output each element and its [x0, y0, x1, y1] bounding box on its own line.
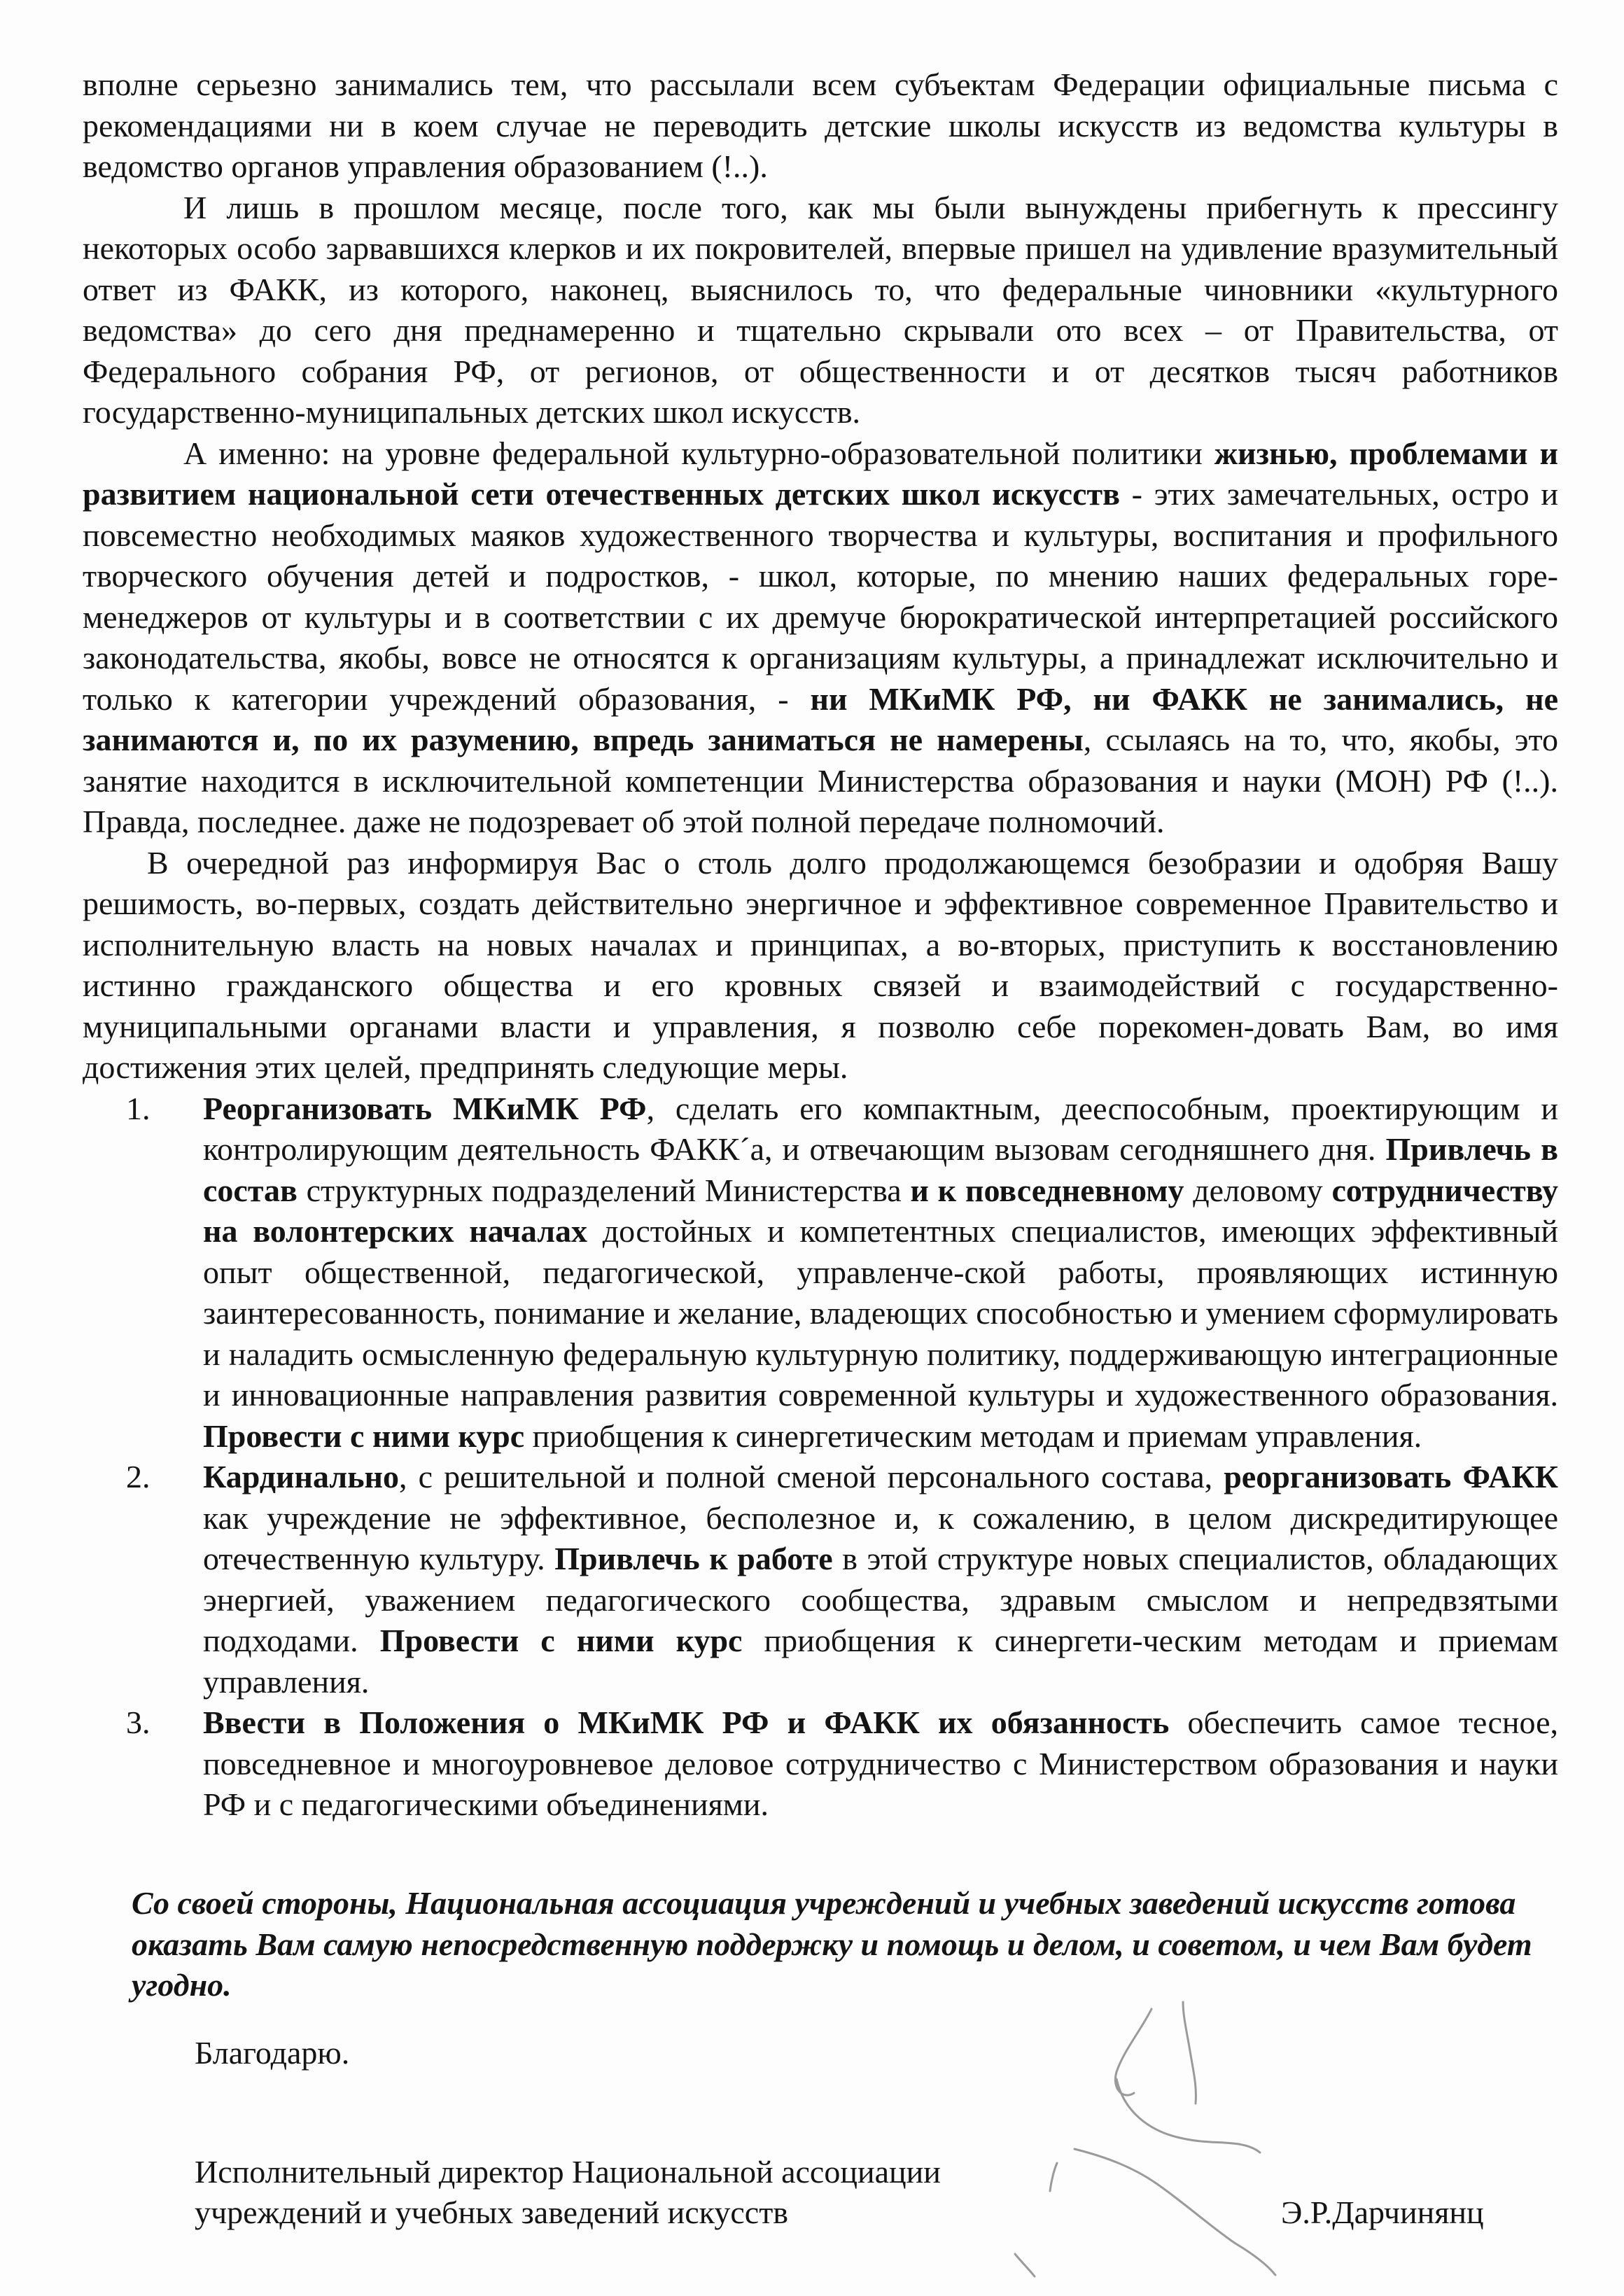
- measure-1-text: , сделать его компактным, дееспособным, проектирующим и контролирующим деятельность ФАКК´а, и отвечающим вызовам сегодняшнего дня.: [203, 1090, 1559, 1167]
- measure-1-bold: Привлечь в состав: [203, 1131, 1558, 1208]
- measure-2-bold: реорганизовать ФАКК: [1224, 1459, 1558, 1494]
- measure-3-text: обеспечить самое тесное, повседневное и многоуровневое деловое сотрудничество с Министерством образования и науки РФ и с педагогическими объединениями.: [203, 1704, 1558, 1822]
- measure-2-bold: Кардинально: [203, 1459, 400, 1494]
- paragraph-federal-response: И лишь в прошлом месяце, после того, как мы были вынуждены прибегнуть к прессингу некоторых особо зарвавшихся клерков и их покровителей, впервые пришел на удивление вразумительный ответ из ФАКК, из которого, наконец, выяснилось то, что федеральные чиновники «культурного ведомства» до сего дня преднамеренно и тщательно скрывали ото всех – от Правительства, от Федерального собрания РФ, от регионов, от общественности и от десятков тысяч работников государственно-муниципальных детских школ искусств.: [83, 189, 1558, 430]
- paragraph-namely-text-1: А именно: на уровне федеральной культурно-образовательной политики: [183, 435, 1214, 471]
- measure-number: 1.: [126, 1090, 150, 1126]
- signatory-name: Э.Р.Дарчинянц: [1281, 2194, 1484, 2230]
- thanks-line: Благодарю.: [195, 2035, 350, 2071]
- paragraph-continuation: вполне серьезно занимались тем, что рассылали всем субъектам Федерации официальные письма с рекомендациями ни в коем случае не переводить детские школы искусств из ведомства культуры в ведомство органов управления образованием (!..).: [83, 66, 1558, 184]
- measure-1-bold: Провести с ними курс: [203, 1418, 525, 1454]
- paragraph-namely-text-2: - этих замечательных, остро и повсеместно необходимых маяков художественного творчества и культуры, воспитания и профильного творческого обучения детей и подростков, - школ, которые, по мнению наших федеральных горе-менеджеров от культуры и в соответствии с их дремуче бюрократической интерпретацией российского законодательства, якобы, вовсе не относятся к организациям культуры, а принадлежат исключительно и только к категории учреждений образования, -: [83, 476, 1559, 717]
- measure-1-text: приобщения к синергетическим методам и приемам управления.: [524, 1418, 1422, 1454]
- measure-2-bold: Провести с ними курс: [379, 1623, 743, 1658]
- measure-item-1: [126, 1088, 1559, 1457]
- handwritten-signature: [973, 1988, 1295, 2282]
- letter-body: [83, 64, 1558, 1826]
- measure-item-2: [126, 1457, 1559, 1702]
- measure-number: 2.: [126, 1459, 150, 1494]
- measure-3-bold: Ввести в Положения о МКиМК РФ и ФАКК их обязанность: [203, 1704, 1170, 1740]
- measure-1-bold: и к повседневному: [910, 1172, 1184, 1208]
- paragraph-namely-bold-1: жизнью, проблемами и развитием национальной сети отечественных детских школ искусств: [83, 435, 1558, 512]
- measure-2-text: , с решительной и полной сменой персонального состава,: [399, 1459, 1224, 1494]
- measure-2-bold: Привлечь к работе: [554, 1541, 833, 1576]
- measure-item-3: [126, 1702, 1558, 1826]
- signatory-title: [195, 2152, 941, 2233]
- measure-1-bold: сотрудничеству на волонтерских началах: [203, 1172, 1558, 1249]
- measure-1-text: достойных и компетентных специалистов, имеющих эффективный опыт общественной, педагогической, управленче-ской работы, проявляющих истинную заинтересованность, понимание и желание, владеющих способностью и умением сформулировать и наладить осмысленную федеральную культурную политику, поддерживающую интеграционные и инновационные направления развития современной культуры и художественного образования.: [203, 1213, 1559, 1413]
- closing-statement: Со своей стороны, Национальная ассоциация учреждений и учебных заведений искусств готова оказать Вам самую непосредственную поддержку и помощь и делом, и советом, и чем Вам будет угодно.: [132, 1885, 1532, 2003]
- measure-1-bold: Реорганизовать МКиМК РФ: [203, 1090, 647, 1126]
- measure-2-text: в этой структуре новых специалистов, обладающих энергией, уважением педагогического сообщества, здравым смыслом и непредвзятыми подходами.: [203, 1541, 1558, 1658]
- paragraph-namely-text-3: , ссылаясь на то, что, якобы, это занятие находится в исключительной компетенции Министерства образования и науки (МОН) РФ (!..). Правда, последнее. даже не подозревает об этой полной передаче полномочий.: [83, 722, 1558, 839]
- measure-number: 3.: [126, 1704, 150, 1740]
- measure-2-text: приобщения к синергети-ческим методам и приемам управления.: [203, 1623, 1559, 1700]
- paragraph-recommendation: В очередной раз информируя Вас о столь долго продолжающемся безобразии и одобряя Вашу решимость, во-первых, создать действительно энергичное и эффективное современное Правительство и исполнительную власть на новых началах и принципах, а во-вторых, приступить к восстановлению истинно гражданского общества и его кровных связей и взаимодействий с государственно-муниципальными органами власти и управления, я позволю себе порекомен-довать Вам, во имя достижения этих целей, предпринять следующие меры.: [83, 844, 1558, 1085]
- measure-1-text: деловому: [1184, 1172, 1332, 1208]
- measures-list: [83, 1088, 1558, 1826]
- signatory-title-line-2: учреждений и учебных заведений искусств: [195, 2194, 789, 2230]
- signatory-title-line-1: Исполнительный директор Национальной ассоциации: [195, 2154, 941, 2190]
- measure-1-text: структурных подразделений Министерства: [297, 1172, 911, 1208]
- paragraph-namely-bold-2: ни МКиМК РФ, ни ФАКК не занимались, не занимаются и, по их разумению, впредь заниматься не намерены: [83, 680, 1558, 757]
- measure-2-text: как учреждение не эффективное, бесполезное и, к сожалению, в целом дискредитирующее отечественную культуру.: [203, 1499, 1558, 1576]
- paragraph-namely: [83, 433, 1558, 843]
